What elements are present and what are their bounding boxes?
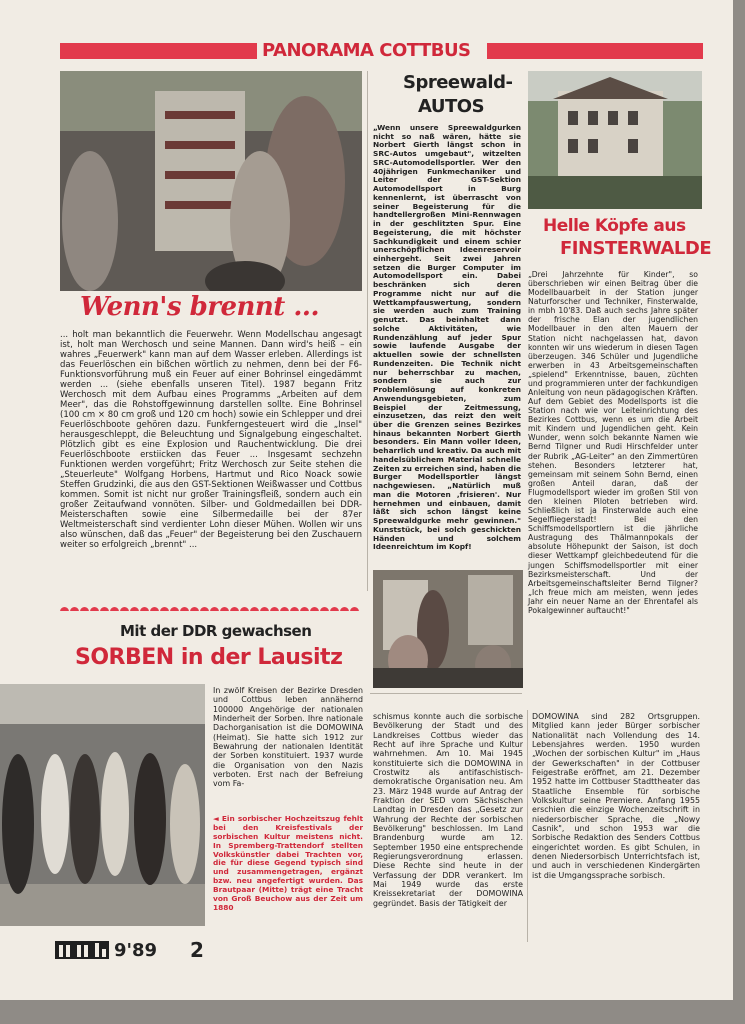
middle-rule <box>370 693 522 694</box>
photo-sorbian-wedding-image <box>0 684 205 926</box>
sorben-col3: DOMOWINA sind 282 Ortsgruppen. Mitglied kann jeder Bürger sorbischer Nationalität nach Vollendung des 14. Lebensjahres werden. 1950 wurden „Wochen der sorbischen Kultur" im „Haus der Gewerkschaften" in der Cottbuser Feigestraße eröffnet, am 21. Dezember 1952 hatte im Cottbuser Stadttheater das Staatliche Ensemble für sorbische Volkskultur seine Premiere. Anfang 1955 erschien die einzige Wochenzeitschrift in niedersorbischer Sprache, die „Nowy Casnik", und schon 1953 war die Sorbische Redaktion des Senders Cottbus eingerichtet worden. Es gibt Schulen, in denen Niedersorbisch Unterrichtsfach ist, und auch in verschiedenen Kindergärten ist die Umgangssprache sorbisch. <box>532 712 700 880</box>
photo-sorbian-wedding <box>0 684 205 926</box>
footer-page-number: 2 <box>190 938 204 962</box>
photo-station-building <box>528 71 702 209</box>
helle-text: „Drei Jahrzehnte für Kinder", so überschrieben wir einen Beitrag über die Modellbauarbeit in der Station junger Naturforscher und Techniker, Finsterwalde, in mbh 10'83. Daß auch sechs Jahre später der frische Elan der jugendlichen Modellbauer in den alten Mauern der Station nicht nachgelassen hat, davon konnten wir uns wiederum in diesen Tagen überzeugen. 346 Schüler und Jugendliche erwerben in 43 Arbeitsgemeinschaften „spielend" Erkenntnisse, bauen, züchten und programmieren unter der fachkundigen Anleitung von neun pädagogischen Kräften. Auf dem Gebiet des Modellsports ist die Station nach wie vor Leiteinrichtung des Bezirkes Cottbus, wenn es um die Arbeit mit Kindern und Jugendlichen geht. Kein Wunder, wenn solch bekannte Namen wie Bernd Tilgner und Rudi Hirschfelder unter der Rubrik „AG-Leiter" an den Zimmertüren stehen. Besonders letzterer hat, gemeinsam mit seinem Sohn Bernd, einen großen Anteil daran, daß der Flugmodellsport wieder im großen Stil von den kleinen Piloten betrieben wird. Schließlich ist ja Finsterwalde auch eine Segelfliegerstadt! Bei den Schiffsmodellsportlern ist die jährliche Austragung des Thälmannpokals der absolute Höhepunkt der Saison, ist doch dieser Wettkampf gleichbedeutend für die jungen Schiffsmodellsportler mit einer Bezirksmeisterschaft. Und der Arbeitsgemeinschaftsleiter Bernd Tilgner? „Ich freue mich am meisten, wenn jedes Jahr ein neuer Name an der Ehrentafel als Pokalgewinner auftaucht!" <box>528 270 698 615</box>
photo-model-fair-image <box>60 71 362 291</box>
sorben-caption: ◄ Ein sorbischer Hochzeitszug fehlt bei den Kreisfestivals der sorbischen Kultur meistens nicht. In Spremberg-Trattendorf stellten Volkskünstler dabei Trachten vor, die für diese Gegend typisch sind und zusammengetragen, ergänzt bzw. neu angefertigt wurden. Das Brautpaar (Mitte) trägt eine Tracht von Groß Beuchow aus der Zeit um 1880 <box>213 814 363 912</box>
photo-workshop <box>373 570 523 688</box>
spreewald-text: „Wenn unsere Spreewaldgurken nicht so naß wären, hätte sie Norbert Gierth längst schon in SRC-Autos umgebaut", witzelten SRC-Automodellsportler. Wer den 40jährigen Funkmechaniker und Leiter der GST-Sektion Automodellsport in Burg kennenlernt, ist überrascht von seiner Begeisterung für die handtellergroßen Mini-Rennwagen in der geschlitzten Spur. Eine Begeisterung, die mit höchster Sachkundigkeit und einem schier unerschöpflichen Ideenreservoir einhergeht. Seit zwei Jahren setzen die Burger Computer im Automodellsport ein. Dabei beschränken sich deren Programme nicht nur auf die Wettkampfauswertung, sondern sie werden auch zum Training genutzt. Das beinhaltet dann solche Aktivitäten, wie Rundenzählung auf jeder Spur sowie laufende Ausgabe der aktuellen sowie der schnellsten Rundenzeiten. Die Technik nicht nur beherrschbar zu machen, sondern sie auch zur Problemlösung auf konkreten Anwendungsgebieten, zum Beispiel der Zeitmessung, einzusetzen, das reizt den weit über die Grenzen seines Bezirkes hinaus bekannten Norbert Gierth besonders. Ein Mann voller Ideen, beharrlich und kreativ. Da auch mit handelsüblichem Material schnelle Zeiten zu erreichen sind, haben die Burger Modellsportler längst nachgewiesen. „Natürlich muß man die Motoren ‚frisieren'. Nur hernehmen und einbauen, damit läßt sich schon längst keine Spreewaldgurke mehr gewinnen." Kunststück, bei solch geschickten Händen und solchem Ideenreichtum im Kopf! <box>373 123 521 552</box>
sorben-kicker: Mit der DDR gewachsen <box>120 622 312 640</box>
spreewald-title-2: AUTOS <box>418 96 485 117</box>
sorben-col2: schismus konnte auch die sorbische Bevölkerung der Stadt und des Landkreises Cottbus wieder das Recht auf ihre Sprache und Kultur wahrnehmen. Am 10. Mai 1945 konstituierte sich die DOMOWINA in Crostwitz als antifaschistisch-demokratische Organisation neu. Am 23. März 1948 wurde auf Antrag der Fraktion der SED vom Sächsischen Landtag in Dresden das „Gesetz zur Wahrung der Rechte der sorbischen Bevölkerung" beschlossen. Im Land Brandenburg wurde am 12. September 1950 eine entsprechende Regierungsverordnung erlassen. Diese Rechte sind heute in der Verfassung der DDR verankert. Im Mai 1949 wurde das erste Kreissekretariat der DOMOWINA gegründet. Basis der Tätigkeit der <box>373 712 523 908</box>
mbh-logo-icon <box>55 941 109 959</box>
photo-model-fair <box>60 71 362 291</box>
brennt-text: ... holt man bekanntlich die Feuerwehr. Wenn Modellschau angesagt ist, holt man Werchosch und seine Mannen. Dann wird's heiß – ein wahres „Feuerwerk" kann man auf dem Wasser erleben. Allerdings ist das Feuerlöschen ein bißchen wörtlich zu nehmen, denn bei der F6-Funktionsvorführung muß ein Feuer auf einer Bohrinsel eingedämmt werden ... (siehe ebenfalls unseren Titel). 1987 begann Fritz Werchosch mit dem Aufbau eines Programms „Arbeiten auf dem Meer", das die Rohstoffgewinnung darstellen sollte. Eine Bohrinsel (100 cm × 80 cm groß und 120 cm hoch) sowie ein Schlepper und drei Feuerlöschboote gehören dazu. Funkferngesteuert wird die „Insel" herausgeschleppt, die Beleuchtung und Signalgebung eingeschaltet. Plötzlich gibt es eine Explosion und Rauchentwicklung. Die drei Feuerlöschboote erstiicken das Feuer ... Insgesamt sechzehn Funktionen werden vorgeführt; Fritz Werchosch zur Seite stehen die „Steuerleute" Wolfgang Horbens, Hartmut und Rico Noack sowie Steffen Grudzinki, die aus den GST-Sektionen Weißwasser und Cottbus kommen. Somit ist nicht nur großer Trainingsfleiß, sondern auch ein großer Zeitaufwand vonnöten. Silber- und Goldmedaillen bei DDR-Meisterschaften sowie eine Silbermedaille bei der 87er Weltmeisterschaft sind verdienter Lohn dieser Mühen. Wollen wir uns also wünschen, daß das „Feuer" der Begeisterung bei den Zuschauern weiter so erfolgreich „brennt" ... <box>60 330 362 551</box>
photo-workshop-image <box>373 570 523 688</box>
helle-title-1: Helle Köpfe aus <box>543 216 686 236</box>
photo-station-building-image <box>528 71 702 209</box>
column-rule-1 <box>367 71 368 591</box>
footer-logo <box>55 941 109 959</box>
sorben-col1: In zwölf Kreisen der Bezirke Dresden und Cottbus leben annähernd 100000 Angehörige der nationalen Minderheit der Sorben. Ihre nationale Dachorganisation ist die DOMOWINA (Heimat). Sie hatte sich 1912 zur Bewahrung der nationalen Identität der Sorben konstituiert. 1937 wurde die Organisation von den Nazis verboten. Erst nach der Befreiung vom Fa- <box>213 686 363 789</box>
column-rule-2 <box>527 710 528 942</box>
sorben-title: SORBEN in der Lausitz <box>75 645 343 670</box>
footer-issue: 9'89 <box>114 940 158 961</box>
spreewald-title-1: Spreewald- <box>403 72 513 93</box>
section-title: PANORAMA COTTBUS <box>262 40 471 61</box>
helle-title-2: FINSTERWALDE <box>560 238 712 259</box>
brennt-title: Wenn's brennt ... <box>80 292 320 322</box>
dot-divider <box>60 601 362 611</box>
